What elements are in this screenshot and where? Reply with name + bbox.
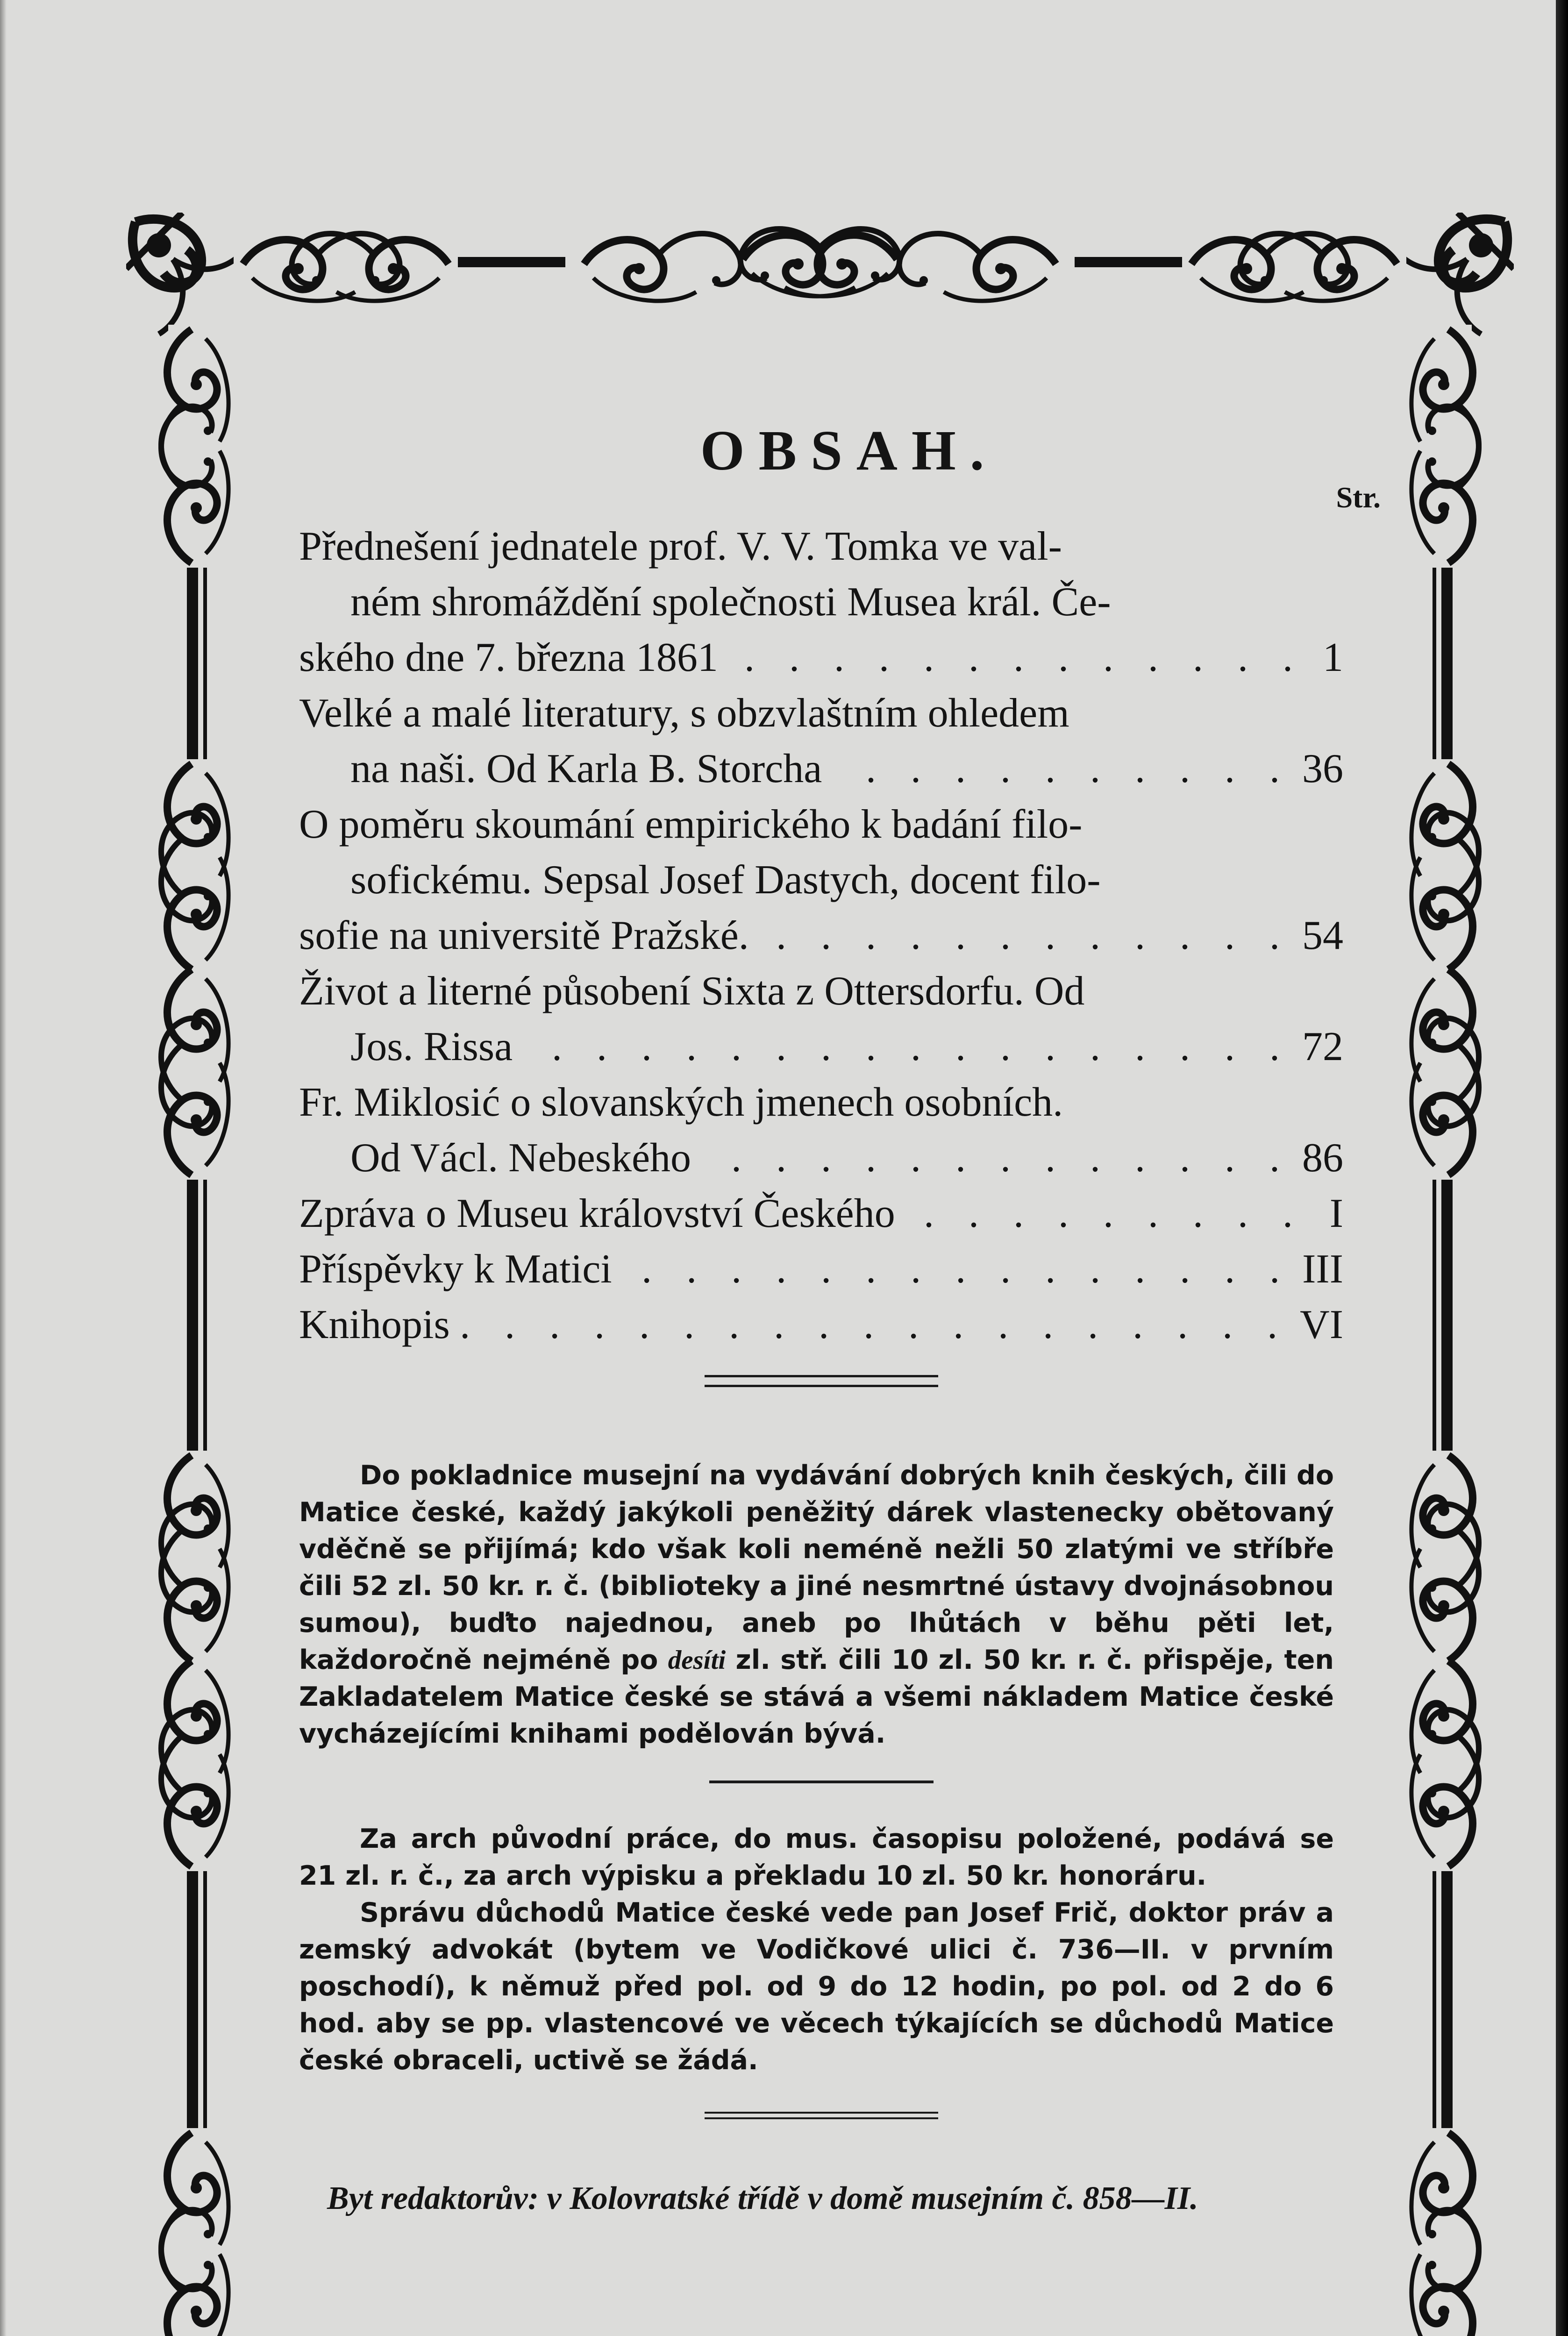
- toc-line: [299, 1241, 1343, 1297]
- toc-line: [299, 963, 1343, 1019]
- toc-entry: [299, 797, 1343, 963]
- toc-line: [299, 797, 1343, 852]
- toc-line: [299, 1075, 1343, 1130]
- notice-matice-text: [299, 1457, 1334, 1752]
- notice-matice-emphasis: desíti: [668, 1645, 726, 1675]
- toc-line-text: na naši. Od Karla B. Storcha: [350, 746, 822, 791]
- toc-line-text: O poměru skoumání empirického k badání filo-: [299, 802, 1083, 847]
- toc-line-text: Jos. Rissa: [350, 1024, 513, 1069]
- toc-line: [299, 685, 1343, 741]
- leader-dots: [460, 1297, 1290, 1353]
- leader-dots: [832, 741, 1292, 797]
- notice-honorar: [299, 1821, 1334, 1894]
- toc-line: [299, 908, 1343, 963]
- editor-address: Byt redaktorův: v Kolovratské třídě v domě musejním č. 858—II.: [327, 2180, 1198, 2216]
- toc-line-text: Život a literné působení Sixta z Ottersdorfu. Od: [299, 969, 1085, 1014]
- toc-entry: [299, 963, 1343, 1075]
- toc-page-number: 36: [1302, 746, 1343, 791]
- toc-page-number: 1: [1323, 635, 1343, 680]
- toc-line-text: Velké a malé literatury, s obzvlaštním ohledem: [299, 691, 1069, 736]
- toc-line-text: sofickému. Sepsal Josef Dastych, docent filo-: [350, 857, 1101, 903]
- leader-dots: [701, 1130, 1292, 1186]
- toc-line: [299, 1019, 1343, 1075]
- toc-line-text: Přednešení jednatele prof. V. V. Tomka ve val-: [299, 524, 1062, 569]
- rule-divider: [709, 1780, 934, 1783]
- notice-honorar-text: Za arch původní práce, do mus. časopisu položené, podává se 21 zl. r. č., za arch výpisku a překladu 10 zl. 50 kr. honoráru.: [299, 1823, 1334, 1891]
- toc-page-number: I: [1329, 1191, 1343, 1236]
- notice-matice-before: Do pokladnice musejní na vydávání dobrých knih českých, čili do Matice české, každý jakýkoli peněžitý dárek vlastenecky obětovaný vděčně se přijímá; kdo však koli neméně nežli 50 zlatými ve stříbře čili 52 zl. 50 kr. r. č. (biblioteky a jiné nesmrtné ústavy dvojnásobnou sumou), buďto najednou, aneb po lhůtách v běhu pěti let, každoročně nejméně po: [299, 1460, 1334, 1675]
- notice-matice-after: zl. stř. čili 10 zl. 50 kr. r. č. přispěje, ten Zakladatelem Matice české se stává a všemi nákladem Matice české vycházejícími knihami podělován bývá.: [299, 1645, 1334, 1749]
- toc-page-number: 54: [1302, 913, 1343, 958]
- toc-page-number: 86: [1302, 1135, 1343, 1181]
- leader-dots: [759, 908, 1292, 963]
- toc-line: [299, 1186, 1343, 1241]
- page-edge-left: [0, 0, 7, 2336]
- leader-dots: [905, 1186, 1305, 1241]
- toc-line-text: sofie na universitě Pražské.: [299, 913, 749, 958]
- toc-entry: [299, 1241, 1343, 1297]
- toc-line: [299, 852, 1343, 908]
- toc-page-number: III: [1302, 1246, 1343, 1292]
- toc-entry: [299, 1186, 1343, 1241]
- double-rule-divider: [705, 1375, 938, 1387]
- leader-dots: [622, 1241, 1292, 1297]
- table-of-contents: [299, 519, 1343, 1353]
- toc-line: [299, 741, 1343, 797]
- page-title: OBSAH.: [700, 419, 998, 482]
- toc-entry: [299, 685, 1343, 797]
- toc-line-text: Příspěvky k Matici: [299, 1246, 612, 1292]
- toc-entry: [299, 519, 1343, 685]
- toc-page-number: 72: [1302, 1024, 1343, 1069]
- leader-dots: [523, 1019, 1292, 1075]
- toc-page-number: VI: [1300, 1302, 1343, 1347]
- toc-line: [299, 1130, 1343, 1186]
- page-content: [299, 416, 1381, 2217]
- toc-line-text: Od Václ. Nebeského: [350, 1135, 691, 1181]
- toc-line-text: Knihopis: [299, 1302, 450, 1347]
- notice-spravce-text: Správu důchodů Matice české vede pan Josef Frič, doktor práv a zemský advokát (bytem ve Vodičkové ulici č. 736—II. v prvním poschodí), k němuž před pol. od 9 do 12 hodin, po pol. od 2 do 6 hod. aby se pp. vlastencové ve věcech týkajících se důchodů Matice české obraceli, uctivě se žádá.: [299, 1897, 1334, 2076]
- notice-matice: [299, 1457, 1334, 1752]
- toc-entry: [299, 1075, 1343, 1186]
- toc-line: [299, 630, 1343, 685]
- toc-line-text: ném shromáždění společnosti Musea král. Če-: [350, 579, 1111, 625]
- toc-line-text: Zpráva o Museu království Českého: [299, 1191, 895, 1236]
- leader-dots: [728, 630, 1305, 685]
- toc-line-text: Fr. Miklosić o slovanských jmenech osobních.: [299, 1080, 1063, 1125]
- toc-entry: [299, 1297, 1343, 1353]
- toc-line: [299, 574, 1343, 630]
- double-rule-divider: [705, 2112, 938, 2119]
- toc-line: [299, 1297, 1343, 1353]
- page-column-label: Str.: [1336, 481, 1381, 514]
- notice-spravce: [299, 1894, 1334, 2079]
- page-edge-right: [1556, 0, 1568, 2336]
- toc-line: [299, 519, 1343, 574]
- toc-line-text: ského dne 7. března 1861: [299, 635, 718, 680]
